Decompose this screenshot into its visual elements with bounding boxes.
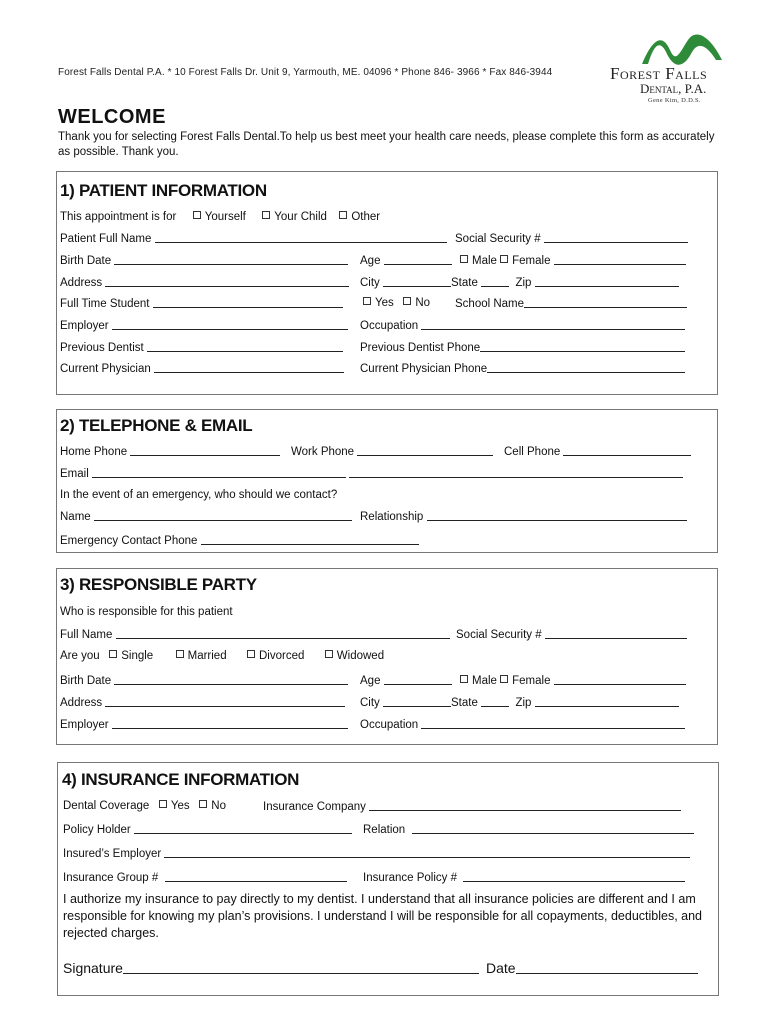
other-checkbox[interactable] — [339, 211, 347, 219]
coverage-yes-checkbox[interactable] — [159, 800, 167, 808]
appointment-label: This appointment is for — [60, 211, 177, 223]
prev-dentist-phone-label: Previous Dentist Phone — [360, 342, 481, 354]
insurance-company-label: Insurance Company — [263, 801, 366, 813]
yourself-checkbox[interactable] — [193, 211, 201, 219]
rp-ssn-label: Social Security # — [456, 629, 542, 641]
insurance-policy-label: Insurance Policy # — [363, 872, 457, 884]
rp-employer-field[interactable] — [112, 718, 348, 729]
email-label: Email — [60, 468, 89, 480]
logo-doctor: Gene Kim, D.D.S. — [648, 97, 701, 104]
rp-state-field[interactable] — [481, 696, 509, 707]
rp-state-label: State — [451, 697, 478, 709]
date-label: Date — [486, 960, 516, 976]
emergency-question: In the event of an emergency, who should we contact? — [60, 489, 338, 501]
single-checkbox[interactable] — [109, 650, 117, 658]
student-yes-label: Yes — [375, 297, 394, 309]
widowed-checkbox[interactable] — [325, 650, 333, 658]
rp-occupation-label: Occupation — [360, 719, 419, 731]
student-label: Full Time Student — [60, 298, 150, 310]
student-no-checkbox[interactable] — [403, 297, 411, 305]
are-you-label: Are you — [60, 650, 100, 662]
rp-occupation-field[interactable] — [421, 718, 685, 729]
rp-female-checkbox[interactable] — [500, 675, 508, 683]
occupation-label: Occupation — [360, 320, 419, 332]
prev-dentist-phone-field[interactable] — [480, 341, 685, 352]
rp-address-field[interactable] — [105, 696, 345, 707]
logo-subtitle: Dental, P.A. — [640, 81, 707, 96]
rp-name-field[interactable] — [116, 628, 450, 639]
rp-birth-date-field[interactable] — [114, 674, 348, 685]
responsible-question: Who is responsible for this patient — [60, 606, 233, 618]
employer-field[interactable] — [112, 319, 348, 330]
marital-status-row — [60, 650, 384, 662]
policy-holder-field[interactable] — [134, 823, 352, 834]
relation-label: Relation — [363, 824, 406, 836]
ssn-field[interactable] — [544, 232, 688, 243]
insurance-company-field[interactable] — [369, 800, 681, 811]
student-field[interactable] — [153, 297, 343, 308]
practice-address: Forest Falls Dental P.A. * 10 Forest Falls Dr. Unit 9, Yarmouth, ME. 04096 * Phone 846- 3966 * Fax 846-3944 — [58, 67, 553, 78]
welcome-title: WELCOME — [58, 106, 166, 128]
divorced-checkbox[interactable] — [247, 650, 255, 658]
other-label: Other — [351, 211, 381, 223]
rp-address-label: Address — [60, 697, 103, 709]
date-field[interactable] — [516, 961, 698, 974]
cell-phone-field[interactable] — [563, 445, 691, 456]
married-label: Married — [187, 650, 227, 662]
insurance-group-field[interactable] — [165, 871, 347, 882]
age-label: Age — [360, 255, 381, 267]
female-checkbox[interactable] — [500, 255, 508, 263]
logo-name: Forest Falls — [610, 64, 708, 83]
gender-extra-field[interactable] — [554, 254, 686, 265]
section-title: 2) TELEPHONE & EMAIL — [60, 416, 253, 435]
welcome-text: Thank you for selecting Forest Falls Dental.To help us best meet your health care needs, please complete this form as accurately as possible. Thank you. — [58, 131, 715, 158]
practice-logo — [600, 30, 730, 110]
work-phone-field[interactable] — [357, 445, 493, 456]
work-phone-label: Work Phone — [291, 446, 355, 458]
your-child-label: Your Child — [274, 211, 327, 223]
female-label: Female — [512, 255, 551, 267]
relation-field[interactable] — [412, 823, 694, 834]
male-label: Male — [472, 255, 497, 267]
dental-coverage-label: Dental Coverage — [63, 800, 150, 812]
section-title: 1) PATIENT INFORMATION — [60, 181, 267, 200]
rp-city-label: City — [360, 697, 380, 709]
married-checkbox[interactable] — [176, 650, 184, 658]
insured-employer-label: Insured’s Employer — [63, 848, 162, 860]
insured-employer-field[interactable] — [164, 847, 690, 858]
signature-label: Signature — [63, 960, 123, 976]
home-phone-label: Home Phone — [60, 446, 128, 458]
emergency-name-field[interactable] — [94, 510, 352, 521]
single-label: Single — [121, 650, 154, 662]
employer-label: Employer — [60, 320, 109, 332]
signature-field[interactable] — [123, 961, 479, 974]
zip-label: Zip — [515, 277, 532, 289]
state-label: State — [451, 277, 478, 289]
patient-name-field[interactable] — [155, 232, 447, 243]
physician-field[interactable] — [154, 362, 344, 373]
zip-field[interactable] — [535, 276, 679, 287]
home-phone-field[interactable] — [130, 445, 280, 456]
coverage-no-label: No — [211, 800, 226, 812]
email-field[interactable] — [92, 467, 346, 478]
rp-name-label: Full Name — [60, 629, 113, 641]
yourself-label: Yourself — [204, 211, 246, 223]
emergency-phone-label: Emergency Contact Phone — [60, 535, 198, 547]
rp-zip-field[interactable] — [535, 696, 679, 707]
coverage-no-checkbox[interactable] — [199, 800, 207, 808]
rp-age-field[interactable] — [384, 674, 452, 685]
city-label: City — [360, 277, 380, 289]
patient-name-label: Patient Full Name — [60, 233, 152, 245]
authorization-statement: I authorize my insurance to pay directly to my dentist. I understand that all insurance policies are different and I am responsible for knowing my plan’s provisions. I understand I will be responsible for all copayments, deductibles, and rejected charges. — [63, 892, 703, 940]
occupation-field[interactable] — [421, 319, 685, 330]
section-title: 3) RESPONSIBLE PARTY — [60, 575, 257, 594]
rp-male-checkbox[interactable] — [460, 675, 468, 683]
emergency-phone-field[interactable] — [201, 534, 419, 545]
address-field[interactable] — [105, 276, 349, 287]
coverage-yes-label: Yes — [170, 800, 190, 812]
relationship-field[interactable] — [427, 510, 687, 521]
emergency-name-label: Name — [60, 511, 91, 523]
cell-phone-label: Cell Phone — [504, 446, 561, 458]
rp-gender-extra-field[interactable] — [554, 674, 686, 685]
prev-dentist-label: Previous Dentist — [60, 342, 144, 354]
age-field[interactable] — [384, 254, 452, 265]
student-yes-checkbox[interactable] — [363, 297, 371, 305]
prev-dentist-field[interactable] — [147, 341, 343, 352]
your-child-checkbox[interactable] — [262, 211, 270, 219]
relationship-label: Relationship — [360, 511, 424, 523]
rp-zip-label: Zip — [515, 697, 532, 709]
telephone-email-section — [56, 409, 718, 553]
rp-birth-date-label: Birth Date — [60, 675, 112, 687]
section-title: 4) INSURANCE INFORMATION — [62, 770, 300, 789]
email-field-continued[interactable] — [349, 467, 683, 478]
birth-date-field[interactable] — [114, 254, 348, 265]
school-field[interactable] — [524, 297, 687, 308]
state-field[interactable] — [481, 276, 509, 287]
widowed-label: Widowed — [336, 650, 385, 662]
rp-ssn-field[interactable] — [545, 628, 687, 639]
physician-phone-field[interactable] — [487, 362, 685, 373]
rp-male-label: Male — [472, 675, 497, 687]
divorced-label: Divorced — [259, 650, 305, 662]
rp-female-label: Female — [512, 675, 551, 687]
responsible-party-section — [56, 568, 718, 745]
male-checkbox[interactable] — [460, 255, 468, 263]
insurance-policy-field[interactable] — [463, 871, 685, 882]
rp-age-label: Age — [360, 675, 381, 687]
appointment-row — [60, 211, 380, 223]
address-label: Address — [60, 277, 103, 289]
patient-information-section — [56, 171, 718, 395]
rp-city-field[interactable] — [383, 696, 451, 707]
student-no-label: No — [415, 297, 431, 309]
policy-holder-label: Policy Holder — [63, 824, 131, 836]
physician-label: Current Physician — [60, 363, 151, 375]
physician-phone-label: Current Physician Phone — [360, 363, 488, 375]
school-label: School Name — [455, 298, 525, 310]
ssn-label: Social Security # — [455, 233, 541, 245]
birth-date-label: Birth Date — [60, 255, 112, 267]
rp-employer-label: Employer — [60, 719, 109, 731]
city-field[interactable] — [383, 276, 451, 287]
insurance-group-label: Insurance Group # — [63, 872, 159, 884]
